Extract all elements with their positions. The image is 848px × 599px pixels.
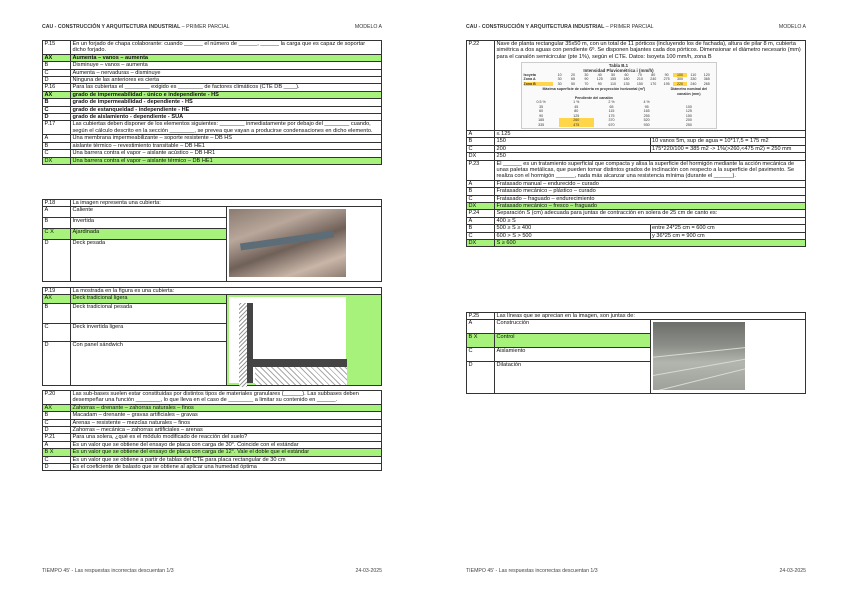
answer-text: 500 ≥ S ≥ 400 bbox=[495, 225, 651, 232]
answer-key: A bbox=[43, 135, 71, 142]
question-number: P.24 bbox=[467, 210, 495, 217]
table-cell: 330 bbox=[690, 77, 697, 82]
slope-cell: 4 % bbox=[643, 100, 650, 105]
question-number: P.16 bbox=[43, 84, 71, 91]
table-cell: 150 bbox=[685, 113, 692, 118]
question-number: P.18 bbox=[43, 200, 71, 207]
answer-text: Una membrana impermeabilizante – soporte resistente – DB HS bbox=[71, 135, 382, 142]
answer-key: C bbox=[43, 324, 71, 342]
question-table-p18 bbox=[42, 199, 382, 282]
table-cell: 20 bbox=[571, 73, 575, 78]
answer-text: 400 ≥ S bbox=[495, 217, 806, 224]
answer-row[interactable] bbox=[43, 157, 382, 164]
answer-text: Una barrera contra el vapor – aislante acústico – DB HR1 bbox=[71, 150, 382, 157]
table-cell: 185 bbox=[538, 118, 545, 123]
answer-key: D bbox=[43, 240, 71, 282]
answer-text: Disminuye – vanos – aumenta bbox=[71, 62, 382, 69]
page-header bbox=[42, 24, 382, 30]
question-table-p25 bbox=[466, 312, 806, 394]
table-cell: 70 bbox=[637, 73, 642, 78]
answer-key: C bbox=[43, 106, 71, 113]
answer-row[interactable] bbox=[43, 114, 382, 121]
answer-text: Construcción bbox=[495, 320, 651, 334]
answer-row[interactable] bbox=[43, 142, 382, 149]
answer-key: B bbox=[43, 142, 71, 149]
answer-key: DX bbox=[43, 157, 71, 164]
answer-key: AX bbox=[43, 295, 71, 304]
table-cell: Isoyeta bbox=[523, 73, 536, 78]
table-cell: 275 bbox=[663, 77, 670, 82]
header-subtitle: – PRIMER PARCIAL bbox=[180, 24, 230, 30]
answer-key: AX bbox=[43, 91, 71, 98]
answer-row[interactable] bbox=[467, 320, 806, 334]
header-model: MODELO A bbox=[778, 24, 806, 30]
footer-note: TIEMPO 45' - Las respuestas incorrectas descuentan 1/3 bbox=[466, 568, 598, 574]
answer-row[interactable] bbox=[467, 232, 806, 239]
answer-key: C bbox=[467, 348, 495, 362]
answer-row[interactable] bbox=[43, 106, 382, 113]
answer-row[interactable] bbox=[43, 135, 382, 142]
table-cell: 265 bbox=[703, 81, 710, 86]
question-text: Las líneas que se aprecian en la imagen, son juntas de: bbox=[495, 313, 806, 320]
table-cell: 260 bbox=[559, 118, 594, 122]
answer-row[interactable] bbox=[43, 427, 382, 434]
answer-key: D bbox=[467, 362, 495, 394]
table-cell: 65 bbox=[571, 77, 575, 82]
answer-text: Fratasado mecánico – fresco – fraguado bbox=[495, 202, 806, 209]
answer-key: C bbox=[467, 145, 495, 152]
table-cell: 40 bbox=[597, 73, 602, 78]
answer-text: Deck tradicional ligera bbox=[71, 295, 227, 304]
table-cell: 155 bbox=[610, 77, 617, 82]
answer-text: Zahorras – drenante – zahorras naturales – finos bbox=[71, 404, 382, 411]
answer-row[interactable] bbox=[467, 225, 806, 232]
answer-text: grado de aislamiento - dependiente - SUA bbox=[71, 114, 382, 121]
table-cell: 80 bbox=[574, 109, 579, 114]
table-cell: 930 bbox=[643, 122, 650, 127]
answer-text: S ≥ 600 bbox=[495, 240, 806, 247]
table-cell: 125 bbox=[685, 109, 692, 114]
answer-key: B bbox=[43, 62, 71, 69]
table-cell: 255 bbox=[643, 113, 650, 118]
answer-key: AX bbox=[43, 404, 71, 411]
question-number: P.17 bbox=[43, 121, 71, 135]
table-cell: 195 bbox=[663, 81, 670, 86]
answer-row[interactable] bbox=[467, 188, 806, 195]
floor-joints-photo bbox=[653, 322, 745, 390]
green-roof-photo bbox=[229, 209, 346, 277]
header-subtitle: – PRIMER PARCIAL bbox=[604, 24, 654, 30]
question-number: P.21 bbox=[43, 434, 71, 441]
answer-row[interactable] bbox=[43, 69, 382, 76]
table-cell: 90 bbox=[664, 73, 669, 78]
answer-key: D bbox=[43, 77, 71, 84]
question-text: El ______ es un tratamiento superficial que compacta y alisa la superficie del hormigón mediante la acción mecánica de unas paletas metálicas, que pueden tomar distintos grados de inclinación con respecto a la superficie del pavimento. Se realiza con el hormigón ______, nada más alcanzar una resistencia mínima (durante el ______). bbox=[495, 160, 806, 180]
answer-key: B bbox=[43, 218, 71, 229]
answer-text: grado de impermeabilidad - único e independiente - HS bbox=[71, 91, 382, 98]
answer-key: C bbox=[43, 150, 71, 157]
answer-text: 200 bbox=[495, 145, 651, 152]
answer-key: C bbox=[467, 195, 495, 202]
answer-text: Zahorras – mecánica – zahorras artificiales – arenas bbox=[71, 427, 382, 434]
table-cell: 670 bbox=[608, 122, 615, 127]
answer-text: Control bbox=[495, 334, 651, 348]
question-table-p22 bbox=[466, 40, 806, 247]
answer-text: ≤ 125 bbox=[495, 130, 806, 137]
answer-row[interactable] bbox=[467, 195, 806, 202]
question-row bbox=[467, 160, 806, 180]
table-cell: 45 bbox=[574, 104, 579, 109]
question-text: Las sub-bases suelen estar constituidas por distintos tipos de materiales granulares (______). Las subbases deben desempeñar una función ________, lo que lleva en el caso de ________ a limitar su contenido en ______. bbox=[71, 391, 382, 405]
answer-key: B X bbox=[43, 449, 71, 456]
table-cell: 210 bbox=[636, 77, 643, 82]
question-row bbox=[43, 121, 382, 135]
table-cell: 240 bbox=[690, 81, 697, 86]
answer-text: Fratasado manual – endurecido – curado bbox=[495, 180, 806, 187]
table-cell: 110 bbox=[690, 73, 697, 78]
table-cell: 200 bbox=[685, 118, 692, 123]
table-cell: 10 bbox=[557, 73, 562, 78]
slope-header: Pendiente del canalón bbox=[574, 96, 613, 101]
answer-row[interactable] bbox=[43, 207, 382, 218]
slope-cell: 0.5 % bbox=[536, 100, 546, 105]
answer-text: Macadam – drenante – gravas artificiales – gravas bbox=[71, 412, 382, 419]
surface-row bbox=[524, 123, 714, 127]
answer-text: 600 > S > 500 bbox=[495, 232, 651, 239]
table-cell: 240 bbox=[650, 77, 657, 82]
answer-text: Es un valor que se obtiene del ensayo de placa con carga de 12°. Vale el doble que el estándar bbox=[71, 449, 382, 456]
answer-key: AX bbox=[43, 54, 71, 61]
question-row bbox=[467, 210, 806, 217]
table-cell: 250 bbox=[685, 122, 692, 127]
footer-note: TIEMPO 45' - Las respuestas incorrectas descuentan 1/3 bbox=[42, 568, 174, 574]
table-cell: 135 bbox=[623, 81, 630, 86]
answer-row[interactable] bbox=[467, 145, 806, 152]
question-number: P.25 bbox=[467, 313, 495, 320]
table-cell: 125 bbox=[573, 113, 580, 118]
answer-row[interactable] bbox=[43, 62, 382, 69]
answer-key: D bbox=[43, 464, 71, 471]
answer-text: Fratasado – fraguado – endurecimiento bbox=[495, 195, 806, 202]
answer-text: Aumenta – nervaduras – disminuye bbox=[71, 69, 382, 76]
question-text: Para las cubiertas el ________ exigido es ________ de factores climáticos (CTE DB ____). bbox=[71, 84, 382, 91]
answer-key: A bbox=[467, 180, 495, 187]
footer-date: 24-03-2025 bbox=[779, 568, 806, 574]
answer-row[interactable] bbox=[467, 153, 806, 160]
answer-key: C X bbox=[43, 229, 71, 240]
table-cell: 30 bbox=[557, 81, 562, 86]
answer-text: Caliente bbox=[71, 207, 227, 218]
answer-key: DX bbox=[467, 240, 495, 247]
answer-text: Con panel sándwich bbox=[71, 342, 227, 386]
answer-text: Ajardinada bbox=[71, 229, 227, 240]
answer-row[interactable] bbox=[43, 77, 382, 84]
answer-key: B X bbox=[467, 334, 495, 348]
answer-text: Fratasado mecánico – plástico – curado bbox=[495, 188, 806, 195]
answer-text: grado de impermeabilidad - dependiente - HS bbox=[71, 99, 382, 106]
answer-text: Dilatación bbox=[495, 362, 651, 394]
answer-key: A bbox=[467, 130, 495, 137]
answer-key: A bbox=[467, 320, 495, 334]
table-cell: 335 bbox=[538, 122, 545, 127]
answer-row[interactable] bbox=[467, 180, 806, 187]
page-footer bbox=[466, 568, 806, 574]
question-number: P.22 bbox=[467, 41, 495, 131]
question-text: Separación S (cm) adecuada para juntas de contracción en solera de 25 cm de canto es: bbox=[495, 210, 806, 217]
answer-row[interactable] bbox=[43, 441, 382, 448]
answer-text: aislante térmico – revestimiento transitable – DB HE1 bbox=[71, 142, 382, 149]
question-text: En un forjado de chapa colaborante: cuando ______ el número de ______, ______ la carga que es capaz de soportar dicho forjado. bbox=[71, 41, 382, 55]
pluviometric-table bbox=[521, 62, 717, 129]
page-footer bbox=[42, 568, 382, 574]
question-table-p19 bbox=[42, 287, 382, 386]
answer-row[interactable] bbox=[467, 202, 806, 209]
roof-section-drawing bbox=[229, 297, 346, 383]
surface-header: Máxima superficie de cubierta en proyección horizontal (m²) bbox=[542, 87, 646, 92]
answer-key: D bbox=[43, 114, 71, 121]
answer-row[interactable] bbox=[43, 99, 382, 106]
table-cell: 50 bbox=[571, 81, 575, 86]
table-cell: 520 bbox=[643, 118, 650, 123]
table-cell: 150 bbox=[636, 81, 643, 86]
answer-row[interactable] bbox=[43, 464, 382, 471]
answer-key: B bbox=[43, 412, 71, 419]
table-cell: 100 bbox=[673, 73, 686, 77]
answer-key: B bbox=[467, 138, 495, 145]
header-title: CAU - CONSTRUCCIÓN Y ARQUITECTURA INDUSTRIAL bbox=[466, 24, 605, 30]
question-table-p20 bbox=[42, 390, 382, 471]
page-header bbox=[466, 24, 806, 30]
section-drawing-cell bbox=[226, 295, 382, 386]
question-table bbox=[42, 40, 382, 165]
answer-row[interactable] bbox=[43, 449, 382, 456]
answer-row[interactable] bbox=[43, 150, 382, 157]
header-model: MODELO A bbox=[354, 24, 382, 30]
table-cell: 90 bbox=[597, 81, 602, 86]
table-cell: 60 bbox=[539, 109, 544, 114]
table-cell: 220 bbox=[673, 82, 686, 86]
question-number: P.23 bbox=[467, 160, 495, 180]
table-cell: 365 bbox=[703, 77, 710, 82]
answer-key: C bbox=[467, 232, 495, 239]
answer-key: C bbox=[43, 419, 71, 426]
answer-key: B bbox=[43, 304, 71, 324]
answer-text: Una barrera contra el vapor – aislante térmico – DB HE1 bbox=[71, 157, 382, 164]
answer-row[interactable] bbox=[43, 91, 382, 98]
answer-row[interactable] bbox=[467, 217, 806, 224]
table-cell: 120 bbox=[703, 73, 710, 78]
answer-row[interactable] bbox=[43, 412, 382, 419]
table-cell: 115 bbox=[608, 109, 615, 114]
answer-row[interactable] bbox=[43, 295, 382, 304]
table-cell: 65 bbox=[609, 104, 614, 109]
question-row bbox=[43, 84, 382, 91]
answer-row[interactable] bbox=[467, 240, 806, 247]
page-right bbox=[424, 0, 848, 599]
table-cell: Zona A bbox=[523, 77, 536, 82]
table-cell: 30 bbox=[584, 73, 589, 78]
answer-row[interactable] bbox=[467, 130, 806, 137]
table-cell: 80 bbox=[651, 73, 656, 78]
answer-row[interactable] bbox=[467, 138, 806, 145]
table-cell: 180 bbox=[623, 77, 630, 82]
table-cell: 50 bbox=[611, 73, 616, 78]
question-text: Para una solera, ¿qué es el módulo modificado de reacción del suelo? bbox=[71, 434, 382, 441]
header-title: CAU - CONSTRUCCIÓN Y ARQUITECTURA INDUSTRIAL bbox=[42, 24, 181, 30]
table-cell: Zona B bbox=[524, 82, 553, 86]
table-cell: 70 bbox=[584, 81, 589, 86]
footer-date: 24-03-2025 bbox=[355, 568, 382, 574]
answer-text: Ninguna de las anteriores es cierta bbox=[71, 77, 382, 84]
answer-text: Invertida bbox=[71, 218, 227, 229]
table-cell: 90 bbox=[584, 77, 589, 82]
answer-key: B bbox=[467, 225, 495, 232]
answer-key: C bbox=[43, 69, 71, 76]
table-cell: 95 bbox=[644, 104, 649, 109]
surface-rows bbox=[524, 105, 714, 127]
answer-note: 10 vanos 5m, sup de agua = 10*17,5 = 175 m2 bbox=[650, 138, 806, 145]
table-subtitle: Intensidad Pluviométrica i (mm/h) bbox=[583, 67, 654, 73]
answer-row[interactable] bbox=[43, 456, 382, 463]
answer-key: D bbox=[43, 342, 71, 386]
table-cell: 110 bbox=[610, 81, 616, 86]
table-cell: 125 bbox=[596, 77, 603, 82]
question-text: Las cubiertas deben disponer de los elementos siguientes: ________ inmediatamente por debajo del ________ cuando, según el cálculo descrito en la sección ________, se prevea que vayan a producirse condensaciones en dicho elemento. bbox=[71, 121, 382, 135]
zona-b-row bbox=[524, 82, 714, 86]
answer-text: grado de estanqueidad - independiente - HE bbox=[71, 106, 382, 113]
answer-text: Deck invertida ligera bbox=[71, 324, 227, 342]
question-text: La imagen representa una cubierta: bbox=[71, 200, 382, 207]
slope-cell: 1 % bbox=[573, 100, 580, 105]
answer-note: 175*220/100 = 385 m2 -> 1%(>260,<475 m2) = 250 mm bbox=[650, 145, 806, 152]
answer-note: entre 24*25 cm = 600 cm bbox=[650, 225, 806, 232]
answer-key: DX bbox=[467, 202, 495, 209]
question-number: P.15 bbox=[43, 41, 71, 55]
answer-text: Aislamiento bbox=[495, 348, 651, 362]
question-number: P.20 bbox=[43, 391, 71, 405]
question-row bbox=[43, 41, 382, 55]
answer-key: DX bbox=[467, 153, 495, 160]
roof-photo-cell bbox=[226, 207, 382, 282]
answer-key: C bbox=[43, 456, 71, 463]
answer-text: Es un valor que se obtiene a partir de tablas del CTE para placa rectangular de 30 cm bbox=[71, 456, 382, 463]
answer-key: D bbox=[43, 427, 71, 434]
answer-key: B bbox=[43, 99, 71, 106]
table-title: Tabla B.1 bbox=[608, 63, 629, 69]
question-text: La mostrada en la figura es una cubierta: bbox=[71, 288, 382, 295]
table-cell: 35 bbox=[539, 104, 544, 109]
slope-cell: 2 % bbox=[608, 100, 615, 105]
table-cell: 30 bbox=[557, 77, 562, 82]
answer-key: A bbox=[43, 441, 71, 448]
table-cell: 100 bbox=[685, 104, 692, 109]
answer-text: 250 bbox=[495, 153, 806, 160]
answer-note: y 36*25 cm = 900 cm bbox=[650, 232, 806, 239]
table-cell: 175 bbox=[608, 113, 615, 118]
table-cell: 370 bbox=[608, 118, 615, 123]
question-number: P.19 bbox=[43, 288, 71, 295]
answer-text: Es el coeficiente de balasto que se obtiene al aplicar una humedad óptima bbox=[71, 464, 382, 471]
table-cell: 300 bbox=[677, 77, 683, 82]
question-row bbox=[43, 434, 382, 441]
table-cell: 170 bbox=[650, 81, 657, 86]
table-cell: 60 bbox=[624, 73, 629, 78]
answer-text: Es un valor que se obtiene del ensayo de placa con carga de 30°. Coincide con el estándar bbox=[71, 441, 382, 448]
answer-row[interactable] bbox=[43, 404, 382, 411]
table-cell: 90 bbox=[539, 113, 544, 118]
table-cell: 165 bbox=[643, 109, 650, 114]
answer-text: 150 bbox=[495, 138, 651, 145]
answer-key: A bbox=[43, 207, 71, 218]
diameter-header: Diámetro nominal del canalón (mm) bbox=[670, 87, 708, 96]
question-text: Nave de planta rectangular 35x50 m, con un total de 11 pórticos (incluyendo los de fachada), altura de pilar 8 m, cubierta simétrica a dos aguas con pendiente 6º. Se disponen bajantes cada dos pórticos. Dimensionar el diámetro necesario (mm) para el canalón semicircular (pte 1%), según el CTE. Datos: Isoyeta 100 mm/h, zona B bbox=[496, 41, 801, 60]
answer-key: B bbox=[467, 188, 495, 195]
answer-text: Deck pesada bbox=[71, 240, 227, 282]
answer-text: Arenas – resistente – mezclas naturales – finos bbox=[71, 419, 382, 426]
answer-text: Deck tradicional pesada bbox=[71, 304, 227, 324]
floor-photo-cell bbox=[650, 320, 806, 394]
answer-row[interactable] bbox=[43, 54, 382, 61]
table-cell: 475 bbox=[559, 123, 594, 127]
answer-row[interactable] bbox=[43, 419, 382, 426]
answer-text: Aumenta – vanos – aumenta bbox=[71, 54, 382, 61]
answer-key: A bbox=[467, 217, 495, 224]
